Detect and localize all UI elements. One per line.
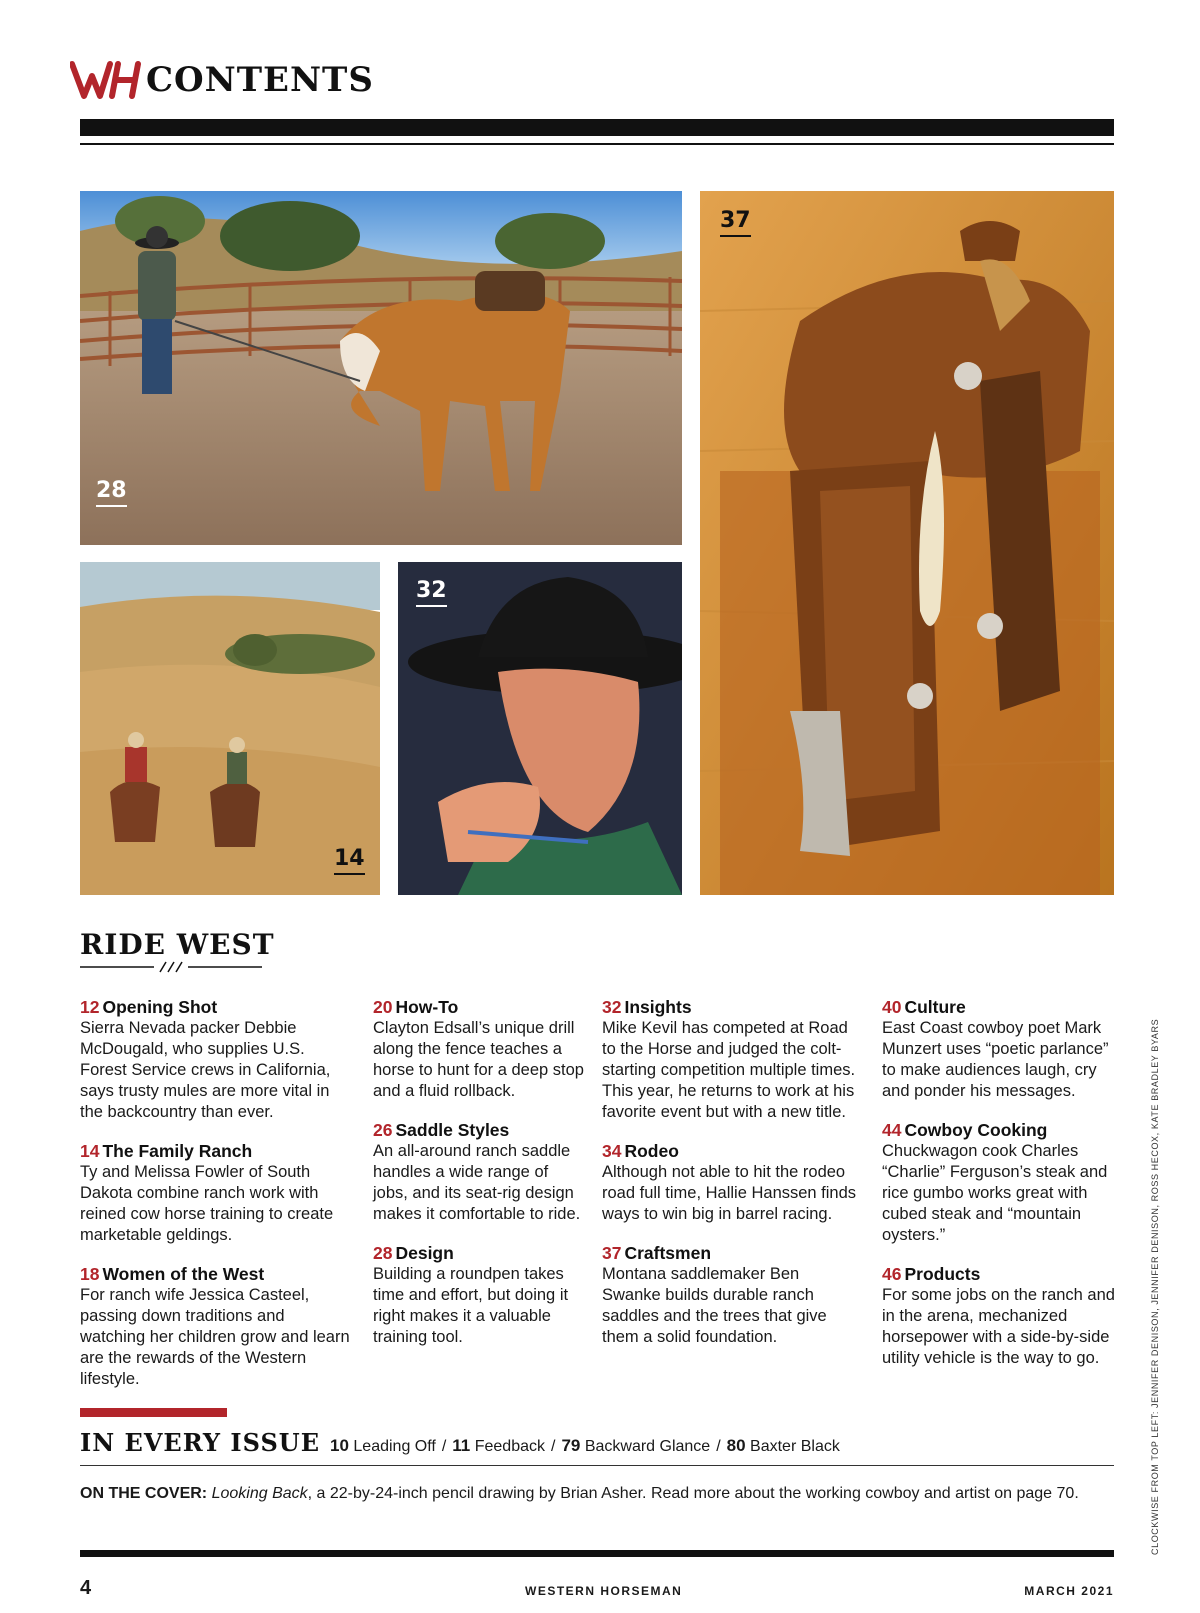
issue-link[interactable]: 80 Baxter Black [726, 1436, 840, 1455]
toc-entry-title: Rodeo [624, 1141, 679, 1161]
section-title: RIDE WEST [80, 928, 275, 961]
issue-link[interactable]: 10 Leading Off [330, 1436, 436, 1455]
photo-saddle[interactable] [700, 191, 1114, 895]
toc-entry-page: 18 [80, 1264, 100, 1284]
issue-link[interactable]: 11 Feedback [452, 1436, 545, 1455]
section-divider-icon [80, 960, 262, 974]
toc-entry-page: 28 [373, 1243, 393, 1263]
toc-entry-title: How-To [395, 997, 459, 1017]
toc-entry-page: 12 [80, 997, 100, 1017]
toc-entry-title: Products [904, 1264, 981, 1284]
toc-entry[interactable] [602, 996, 860, 1123]
toc-column-2 [373, 996, 585, 1365]
toc-entry-description: Mike Kevil has competed at Road to the Horse and judged the colt-starting competition multiple times. This year, he returns to work at his favorite event but with a new title. [602, 1019, 856, 1121]
toc-entry-description: For some jobs on the ranch and in the arena, mechanized horsepower with a side-by-side utility vehicle is the way to go. [882, 1286, 1115, 1367]
toc-entry-description: Sierra Nevada packer Debbie McDougald, who supplies U.S. Forest Service crews in California, says trusty mules are more vital in the backcountry than ever. [80, 1019, 331, 1121]
toc-entry-page: 46 [882, 1264, 902, 1284]
photo-insights-portrait[interactable] [398, 562, 682, 895]
header-rule-thin [80, 143, 1114, 145]
toc-entry-description: Building a roundpen takes time and effort, but doing it right makes it a valuable training tool. [373, 1265, 569, 1346]
separator: / [550, 1438, 556, 1455]
toc-entry[interactable] [602, 1140, 860, 1225]
toc-entry[interactable] [882, 1263, 1118, 1369]
toc-entry-title: Insights [624, 997, 692, 1017]
toc-entry-page: 14 [80, 1141, 100, 1161]
toc-entry-title: The Family Ranch [102, 1141, 253, 1161]
toc-entry[interactable] [80, 1140, 352, 1246]
header-rule-thick [80, 119, 1114, 136]
issue-link[interactable]: 79 Backward Glance [561, 1436, 711, 1455]
toc-entry-page: 32 [602, 997, 622, 1017]
in-every-issue-title: IN EVERY ISSUE [80, 1428, 321, 1457]
photo-credit: CLOCKWISE FROM TOP LEFT: JENNIFER DENISON, JENNIFER DENISON, ROSS HECOX, KATE BRADLEY BYARS [1150, 1018, 1160, 1555]
page-number: 4 [80, 1577, 92, 1599]
portrait-photo-icon [398, 562, 682, 895]
divider-rule [80, 1465, 1114, 1466]
toc-entry[interactable] [373, 1119, 585, 1225]
toc-entry-title: Saddle Styles [395, 1120, 510, 1140]
toc-entry-title: Craftsmen [624, 1243, 712, 1263]
cover-artwork-title: Looking Back [211, 1485, 308, 1502]
toc-entry-description: Clayton Edsall’s unique drill along the fence teaches a horse to hunt for a deep stop and a fluid rollback. [373, 1019, 584, 1100]
toc-entry-title: Culture [904, 997, 966, 1017]
toc-entry-description: East Coast cowboy poet Mark Munzert uses “poetic parlance” to make audiences laugh, cry and ponder his messages. [882, 1019, 1109, 1100]
separator: / [441, 1438, 447, 1455]
toc-entry-description: Ty and Melissa Fowler of South Dakota combine ranch work with reined cow horse training to create marketable geldings. [80, 1163, 334, 1244]
photo-page-number: 28 [96, 478, 127, 507]
toc-entry[interactable] [373, 996, 585, 1102]
toc-entry-description: Although not able to hit the rodeo road full time, Hallie Hanssen finds ways to win big in barrel racing. [602, 1163, 857, 1223]
toc-entry-page: 20 [373, 997, 393, 1017]
toc-entry-description: Montana saddlemaker Ben Swanke builds durable ranch saddles and the trees that give them a solid foundation. [602, 1265, 827, 1346]
photo-page-number: 37 [720, 208, 751, 237]
toc-column-1 [80, 996, 352, 1407]
cover-description: , a 22-by-24-inch pencil drawing by Brian Asher. Read more about the working cowboy and artist on page 70. [307, 1485, 1079, 1502]
toc-entry-page: 34 [602, 1141, 622, 1161]
issue-date: MARCH 2021 [1024, 1584, 1114, 1598]
toc-entry-page: 37 [602, 1243, 622, 1263]
toc-entry[interactable] [373, 1242, 585, 1348]
toc-entry[interactable] [602, 1242, 860, 1348]
in-every-issue [80, 1428, 840, 1457]
toc-entry[interactable] [80, 996, 352, 1123]
photo-page-number: 32 [416, 578, 447, 607]
cover-credit [80, 1485, 1079, 1503]
toc-entry-page: 40 [882, 997, 902, 1017]
photo-page-number: 14 [334, 846, 365, 875]
toc-entry-page: 26 [373, 1120, 393, 1140]
toc-entry-title: Opening Shot [102, 997, 218, 1017]
toc-entry-description: An all-around ranch saddle handles a wide range of jobs, and its seat-rig design makes it comfortable to ride. [373, 1142, 581, 1223]
cover-label: ON THE COVER: [80, 1485, 208, 1502]
toc-entry[interactable] [882, 996, 1118, 1102]
separator: / [716, 1438, 721, 1455]
toc-entry[interactable] [882, 1119, 1118, 1246]
toc-entry-title: Cowboy Cooking [904, 1120, 1048, 1140]
page-title: CONTENTS [146, 60, 374, 100]
toc-entry-page: 44 [882, 1120, 902, 1140]
accent-bar [80, 1408, 227, 1417]
photo-roundpen[interactable] [80, 191, 682, 545]
toc-entry-title: Design [395, 1243, 454, 1263]
footer-rule [80, 1550, 1114, 1557]
magazine-name: WESTERN HORSEMAN [525, 1584, 683, 1598]
toc-entry-description: Chuckwagon cook Charles “Charlie” Ferguson’s steak and rice gumbo works great with cubed steak and “mountain oysters.” [882, 1142, 1108, 1244]
saddle-photo-icon [700, 191, 1114, 895]
toc-entry[interactable] [80, 1263, 352, 1390]
toc-entry-description: For ranch wife Jessica Casteel, passing down traditions and watching her children grow and learn are the rewards of the Western lifestyle. [80, 1286, 350, 1388]
wh-logo-icon [70, 60, 142, 100]
masthead [70, 58, 374, 102]
toc-column-4 [882, 996, 1118, 1386]
roundpen-photo-icon [80, 191, 682, 545]
toc-column-3 [602, 996, 860, 1365]
toc-entry-title: Women of the West [102, 1264, 265, 1284]
